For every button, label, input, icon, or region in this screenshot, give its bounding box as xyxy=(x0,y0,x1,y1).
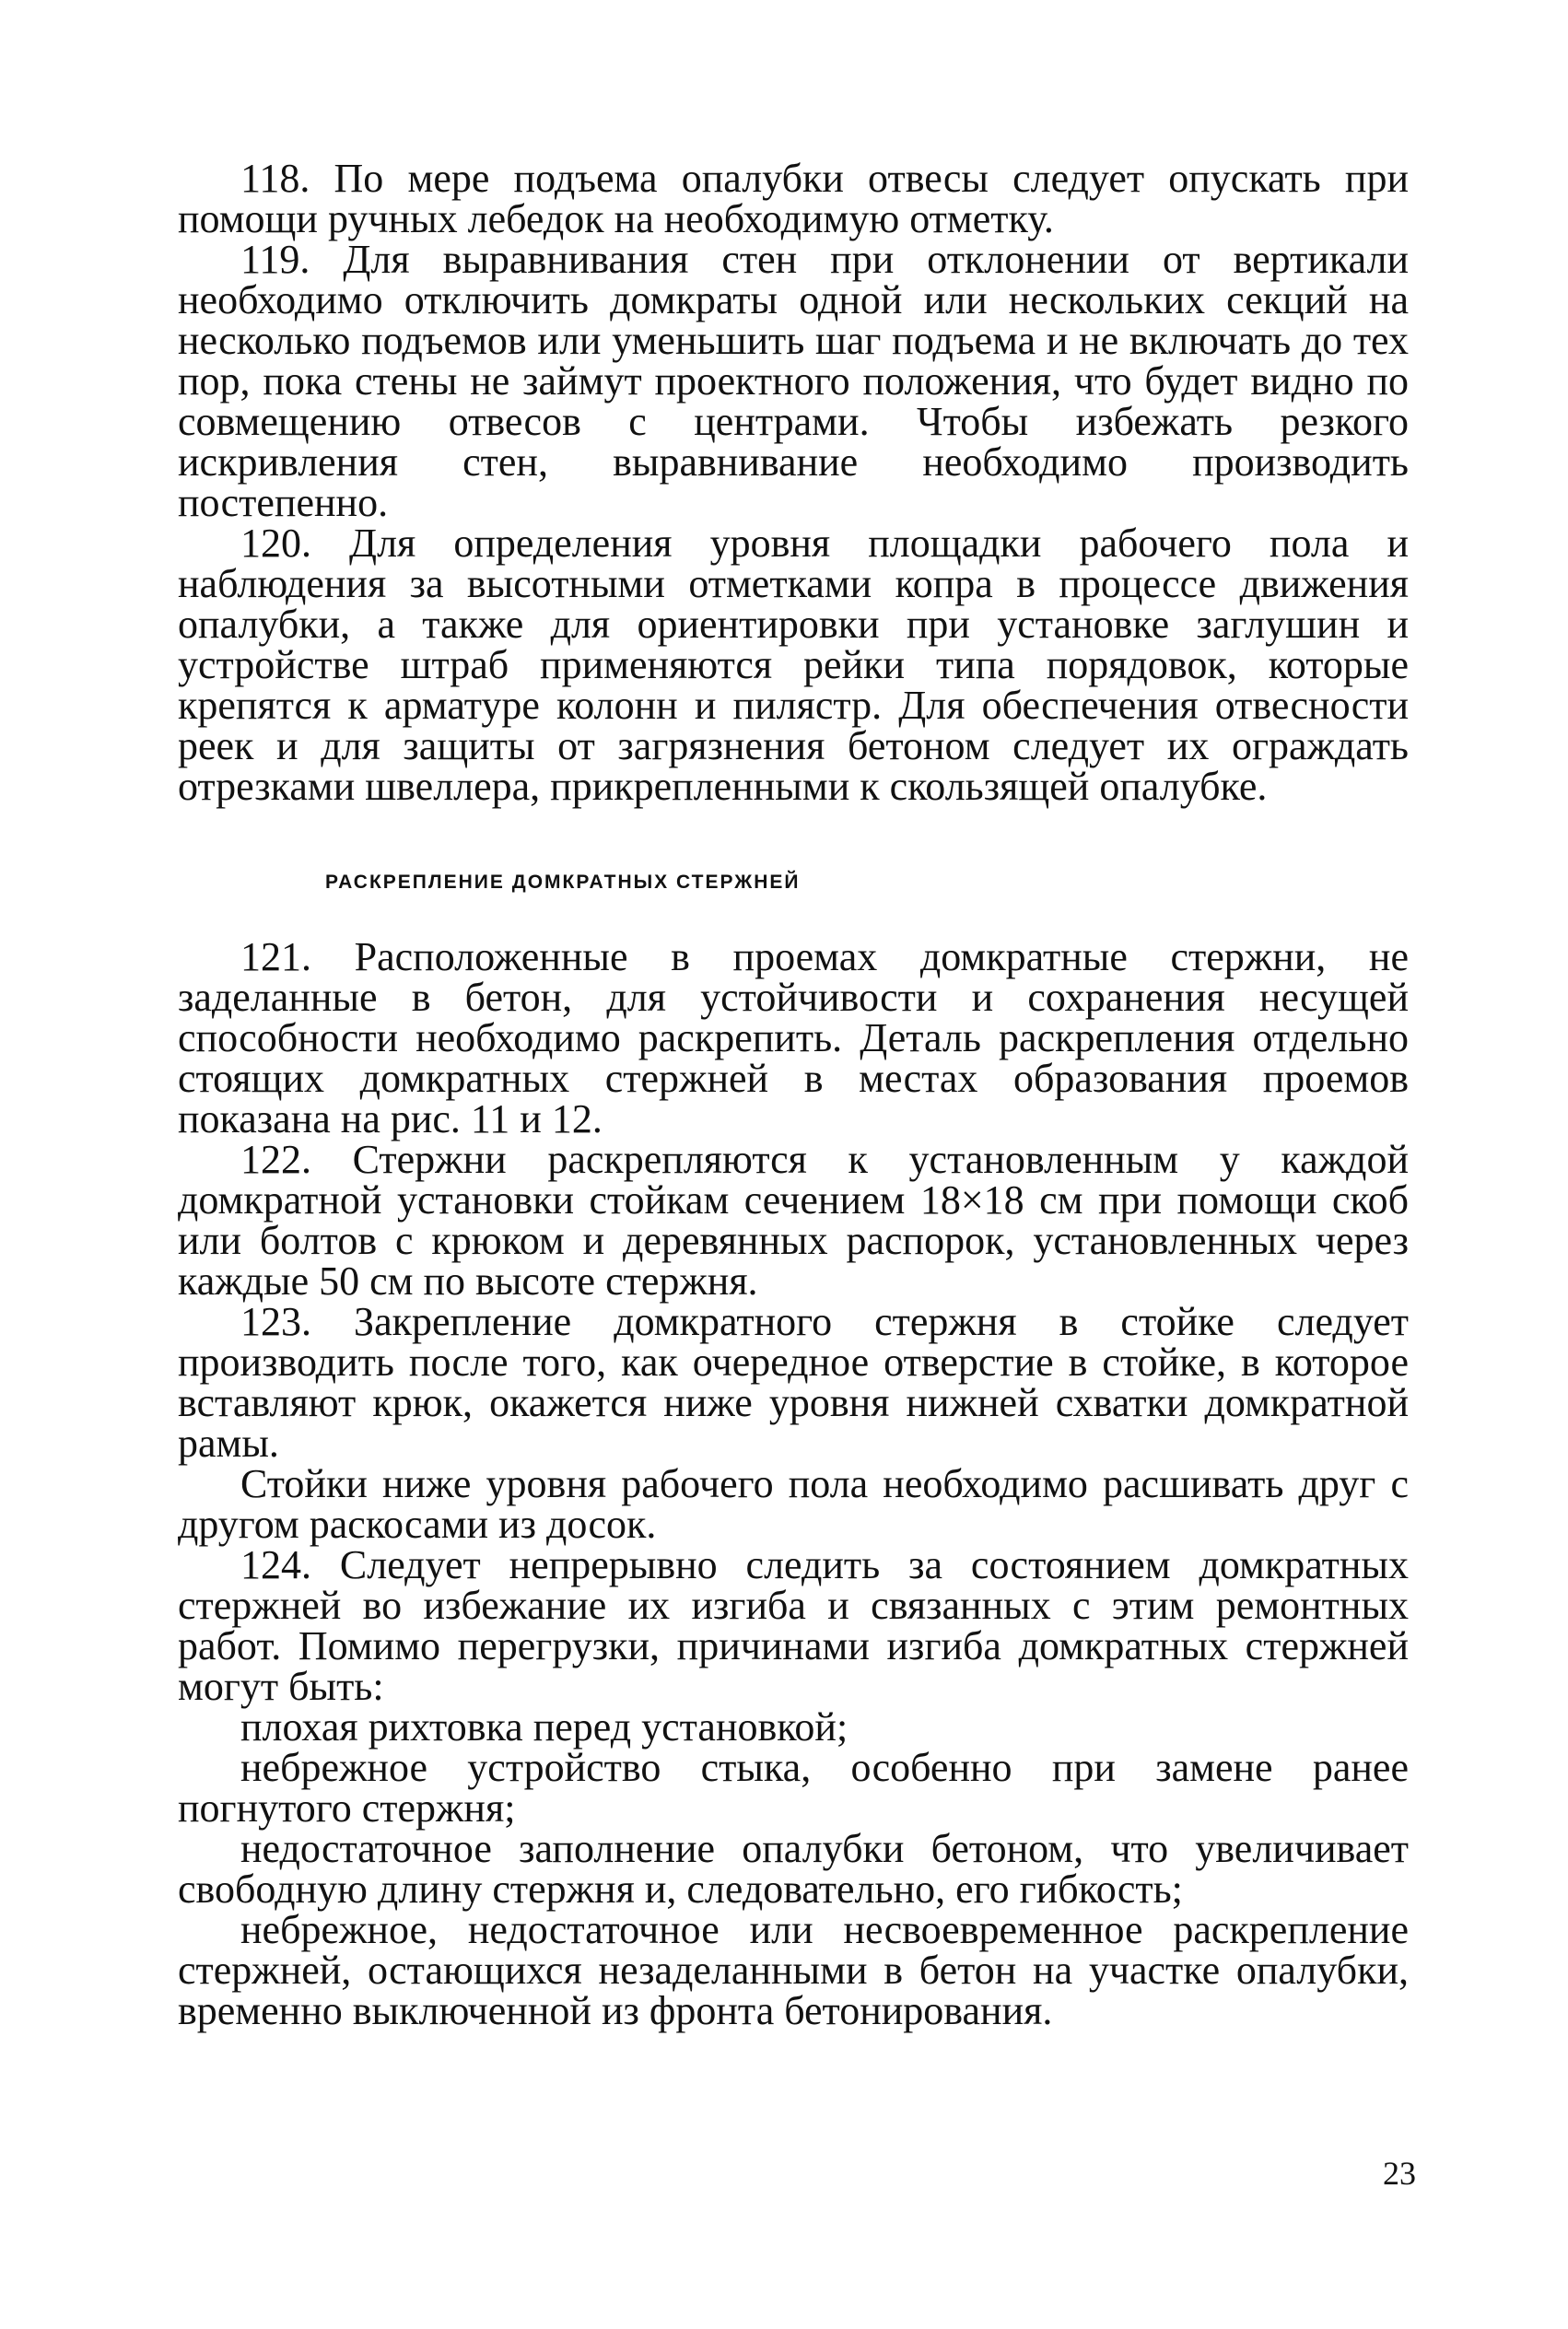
paragraph-122: 122. Стержни раскрепляются к установленным у каждой домкратной установки стойкам сечением 18×18 см при помощи скоб или болтов с крюком и деревянных распорок, установленных через каждые 50 см по высоте стержня. xyxy=(178,1137,1409,1304)
list-item-styk: небрежное устройство стыка, особенно при замене ранее погнутого стержня; xyxy=(178,1745,1409,1831)
paragraph-118: 118. По мере подъема опалубки отвесы следует опускать при помощи ручных лебедок на необходимую отметку. xyxy=(178,156,1409,241)
page-number: 23 xyxy=(1383,2155,1416,2192)
list-item-rihtovka: плохая рихтовка перед установкой; xyxy=(240,1704,848,1750)
paragraph-124: 124. Следует непрерывно следить за состоянием домкратных стержней во избежание их изгиба и связанных с этим ремонтных работ. Помимо перегрузки, причинами изгиба домкратных стержней могут быть: xyxy=(178,1542,1409,1709)
section-heading: РАСКРЕПЛЕНИЕ ДОМКРАТНЫХ СТЕРЖНЕЙ xyxy=(325,872,801,893)
list-item-raskreplenie: небрежное, недостаточное или несвоевременное раскрепление стержней, остающихся незаделанными в бетон на участке опалубки, временно выключенной из фронта бетонирования. xyxy=(178,1907,1409,2033)
paragraph-123: 123. Закрепление домкратного стержня в стойке следует производить после того, как очередное отверстие в стойке, в которое вставляют крюк, окажется ниже уровня нижней схватки домкратной рамы. xyxy=(178,1299,1409,1466)
paragraph-123-continued: Стойки ниже уровня рабочего пола необходимо расшивать друг с другом раскосами из досок. xyxy=(178,1461,1409,1547)
paragraph-121: 121. Расположенные в проемах домкратные стержни, не заделанные в бетон, для устойчивости и сохранения несущей способности необходимо раскрепить. Деталь раскрепления отдельно стоящих домкратных стержней в местах образования проемов показана на рис. 11 и 12. xyxy=(178,934,1409,1141)
page-body xyxy=(178,158,1409,2031)
list-item-zapolnenie: недостаточное заполнение опалубки бетоном, что увеличивает свободную длину стержня и, следовательно, его гибкость; xyxy=(178,1826,1409,1912)
paragraph-120: 120. Для определения уровня площадки рабочего пола и наблюдения за высотными отметками копра в процессе движения опалубки, а также для ориентировки при установке заглушин и устройстве штраб применяются рейки типа порядовок, которые крепятся к арматуре колонн и пилястр. Для обеспечения отвесности реек и для защиты от загрязнения бетоном следует их ограждать отрезками швеллера, прикрепленными к скользящей опалубке. xyxy=(178,521,1409,809)
paragraph-119: 119. Для выравнивания стен при отклонении от вертикали необходимо отключить домкраты одной или нескольких секций на несколько подъемов или уменьшить шаг подъема и не включать до тех пор, пока стены не займут проектного положения, что будет видно по совмещению отвесов с центрами. Чтобы избежать резкого искривления стен, выравнивание необходимо производить постепенно. xyxy=(178,237,1409,525)
